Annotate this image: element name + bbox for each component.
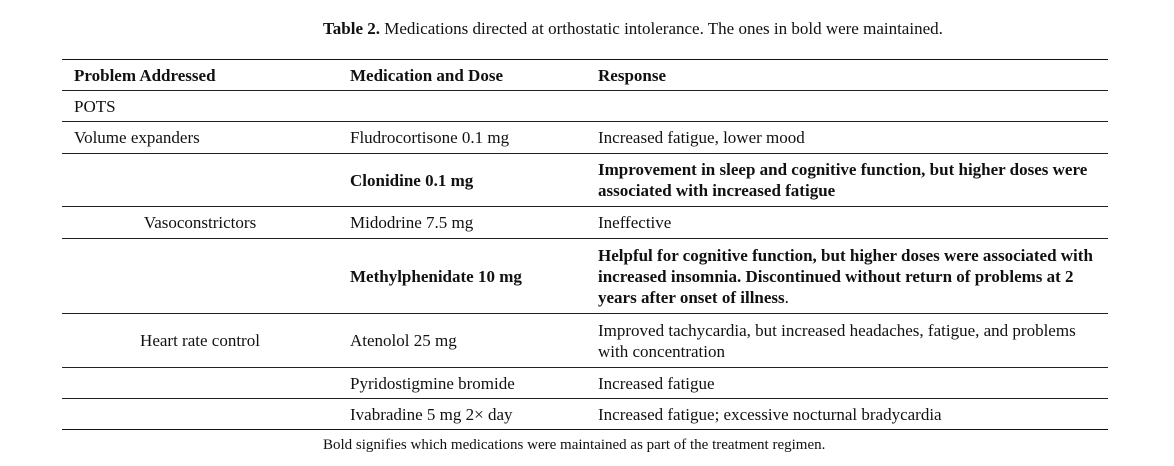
- problem-cell: [62, 154, 338, 207]
- medication-cell: [338, 91, 586, 122]
- table-row: [62, 239, 1108, 314]
- response-cell: [586, 239, 1108, 314]
- response-cell: Increased fatigue, lower mood: [586, 122, 1108, 154]
- table-header-row: [62, 60, 1108, 91]
- table-row: [62, 91, 1108, 122]
- response-cell: Improvement in sleep and cognitive function, but higher doses were associated with increased fatigue: [586, 154, 1108, 207]
- medication-cell: Pyridostigmine bromide: [338, 368, 586, 399]
- table-row: [62, 368, 1108, 399]
- medication-cell: Midodrine 7.5 mg: [338, 207, 586, 239]
- response-cell: Increased fatigue; excessive nocturnal bradycardia: [586, 399, 1108, 430]
- table-caption-label: Table 2.: [323, 19, 381, 38]
- problem-cell: Heart rate control: [62, 314, 338, 368]
- header-response: Response: [586, 60, 1108, 91]
- table-row: [62, 314, 1108, 368]
- problem-cell: [62, 239, 338, 314]
- response-text: Helpful for cognitive function, but higher doses were associated with increased insomnia. Discontinued without return of problems at 2 years after onset of illness: [598, 245, 1093, 307]
- medication-cell: Methylphenidate 10 mg: [338, 239, 586, 314]
- table-row: [62, 154, 1108, 207]
- header-medication-and-dose: Medication and Dose: [338, 60, 586, 91]
- medication-cell: Atenolol 25 mg: [338, 314, 586, 368]
- problem-cell: [62, 368, 338, 399]
- table-caption-text: Medications directed at orthostatic intolerance. The ones in bold were maintained.: [380, 19, 943, 38]
- table-row: [62, 399, 1108, 430]
- medication-cell: Clonidine 0.1 mg: [338, 154, 586, 207]
- problem-cell: Vasoconstrictors: [62, 207, 338, 239]
- response-cell: Ineffective: [586, 207, 1108, 239]
- table-row: [62, 207, 1108, 239]
- table-row: [62, 122, 1108, 154]
- problem-cell: Volume expanders: [62, 122, 338, 154]
- response-cell: Improved tachycardia, but increased headaches, fatigue, and problems with concentration: [586, 314, 1108, 368]
- header-problem-addressed: Problem Addressed: [62, 60, 338, 91]
- problem-cell: POTS: [74, 96, 116, 116]
- problem-cell: [62, 399, 338, 430]
- table-caption: [323, 17, 943, 41]
- medication-cell: Fludrocortisone 0.1 mg: [338, 122, 586, 154]
- medications-table: [62, 59, 1108, 430]
- response-text-tail: .: [784, 287, 789, 307]
- medication-cell: Ivabradine 5 mg 2× day: [338, 399, 586, 430]
- response-cell: Increased fatigue: [586, 368, 1108, 399]
- response-cell: [586, 91, 1108, 122]
- table-footnote: Bold signifies which medications were maintained as part of the treatment regimen.: [323, 437, 826, 453]
